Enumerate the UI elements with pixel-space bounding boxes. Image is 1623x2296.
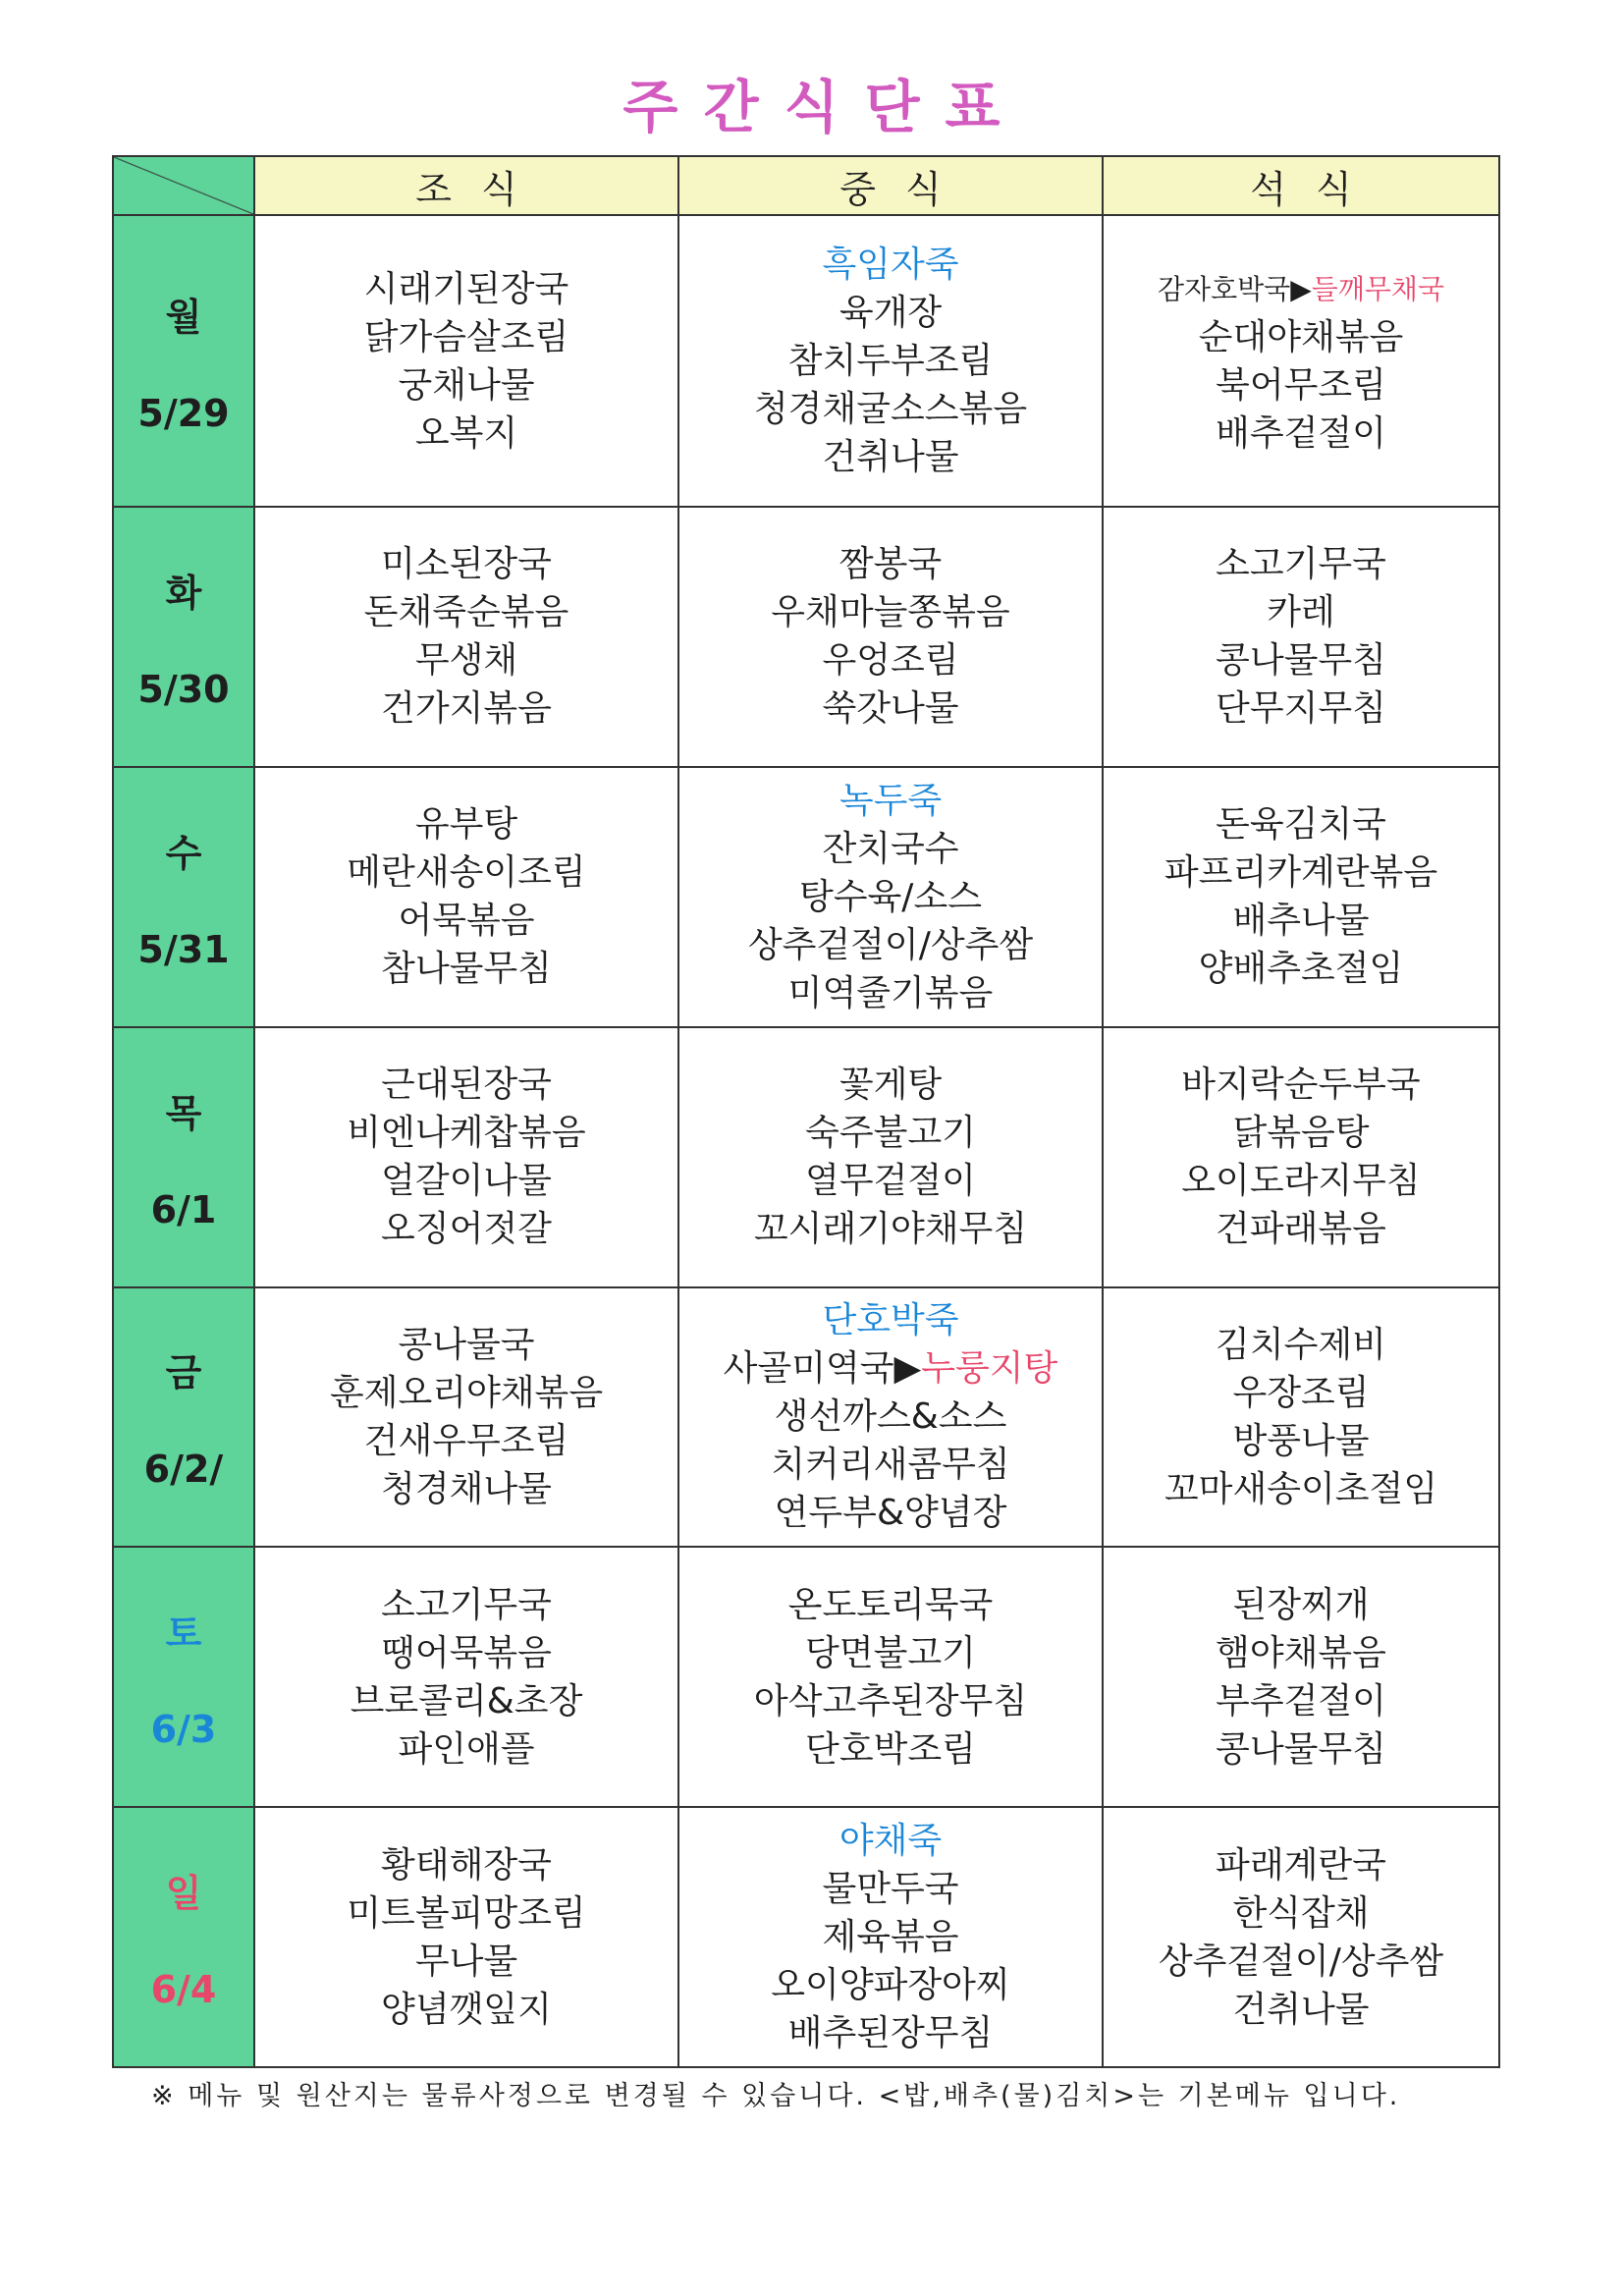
day-row-sun	[113, 1807, 1499, 2067]
dinner-cell	[1103, 215, 1499, 507]
menu-item: 시래기된장국	[363, 268, 569, 309]
day-name: 목	[165, 1091, 202, 1135]
day-date: 6/3	[150, 1708, 217, 1752]
menu-item: 치커리새콤무침	[771, 1445, 1010, 1486]
menu-item: 숙주불고기	[805, 1113, 976, 1154]
menu-item: 무나물	[414, 1941, 518, 1982]
menu-item: 우엉조림	[822, 640, 959, 682]
menu-item: 소고기무국	[381, 1584, 552, 1625]
menu-item: 참치두부조림	[787, 341, 994, 382]
day-row-mon	[113, 215, 1499, 507]
lunch-cell	[678, 1807, 1103, 2067]
replacement-item: 누룽지탕	[921, 1348, 1058, 1390]
menu-item: 된장찌개	[1232, 1584, 1370, 1625]
replacement-item: 들깨무채국	[1311, 272, 1445, 305]
menu-item: 양념깻잎지	[381, 1989, 552, 2030]
arrow-icon: ▶	[893, 1348, 922, 1390]
menu-item: 온도토리묵국	[787, 1584, 994, 1625]
porridge-item: 녹두죽	[839, 780, 943, 821]
menu-item: 오징어젓갈	[381, 1209, 552, 1250]
menu-item: 바지락순두부국	[1181, 1065, 1421, 1106]
menu-item: 부추겉절이	[1216, 1680, 1386, 1722]
menu-item: 파프리카계란볶음	[1163, 852, 1438, 894]
menu-item: 꼬시래기야채무침	[753, 1209, 1028, 1250]
day-cell	[113, 1027, 254, 1287]
day-cell	[113, 767, 254, 1027]
day-row-wed	[113, 767, 1499, 1027]
menu-item: 잔치국수	[822, 828, 959, 869]
day-date: 5/30	[137, 667, 230, 711]
menu-item: 건파래볶음	[1216, 1209, 1386, 1250]
corner-cell	[113, 156, 254, 215]
menu-item: 닭가슴살조림	[363, 316, 569, 357]
day-date: 6/2/	[143, 1448, 224, 1492]
day-cell	[113, 507, 254, 767]
menu-item: 연두부&양념장	[774, 1493, 1007, 1534]
original-item: 감자호박국	[1157, 272, 1291, 305]
menu-item: 단호박조림	[805, 1728, 976, 1770]
menu-item: 무생채	[414, 640, 518, 682]
menu-item: 닭볶음탕	[1232, 1113, 1370, 1154]
menu-item: 건취나물	[822, 437, 959, 478]
day-name: 수	[165, 831, 202, 875]
day-cell	[113, 1287, 254, 1548]
arrow-icon: ▶	[1290, 272, 1312, 305]
menu-item: 배추겉절이	[1216, 412, 1386, 454]
breakfast-cell	[254, 1287, 678, 1548]
dinner-cell	[1103, 1547, 1499, 1807]
menu-item: 미역줄기볶음	[787, 972, 994, 1013]
menu-item: 콩나물무침	[1216, 640, 1386, 682]
footer-note: ※ 메뉴 및 원산지는 물류사정으로 변경될 수 있습니다. <밥,배추(물)김치>는 기본메뉴 입니다.	[151, 2081, 1401, 2111]
lunch-header: 중식	[678, 156, 1103, 215]
menu-item: 청경채나물	[381, 1468, 552, 1509]
breakfast-cell	[254, 767, 678, 1027]
breakfast-cell	[254, 507, 678, 767]
menu-item: 카레	[1267, 592, 1335, 633]
menu-item: 소고기무국	[1216, 544, 1386, 585]
menu-item: 콩나물무침	[1216, 1728, 1386, 1770]
menu-item: 열무겉절이	[805, 1161, 976, 1202]
menu-item-substitution	[679, 1344, 1102, 1393]
menu-item: 콩나물국	[398, 1324, 535, 1365]
menu-item: 쑥갓나물	[822, 688, 959, 730]
dinner-header: 석식	[1103, 156, 1499, 215]
lunch-cell	[678, 767, 1103, 1027]
day-cell	[113, 1547, 254, 1807]
menu-item: 유부탕	[414, 804, 518, 846]
menu-item: 순대야채볶음	[1198, 316, 1404, 357]
menu-item: 메란새송이조림	[347, 852, 586, 894]
menu-item: 비엔나케찹볶음	[347, 1113, 586, 1154]
menu-item: 햄야채볶음	[1216, 1632, 1386, 1673]
porridge-item: 흑임자죽	[822, 245, 959, 286]
lunch-cell	[678, 507, 1103, 767]
menu-item: 아삭고추된장무침	[753, 1680, 1028, 1722]
porridge-item: 야채죽	[839, 1821, 943, 1862]
menu-item: 황태해장국	[381, 1844, 552, 1886]
weekly-menu-table	[112, 155, 1500, 2068]
menu-item: 오이양파장아찌	[771, 1965, 1010, 2006]
page-title: 주간식단표	[622, 74, 1026, 140]
breakfast-cell	[254, 1027, 678, 1287]
day-row-thu	[113, 1027, 1499, 1287]
menu-item: 돈육김치국	[1216, 804, 1386, 846]
menu-item: 육개장	[839, 293, 943, 334]
menu-item: 당면불고기	[805, 1632, 976, 1673]
menu-item: 꽃게탕	[839, 1065, 943, 1106]
breakfast-cell	[254, 1807, 678, 2067]
menu-item: 상추겉절이/상추쌈	[1158, 1941, 1444, 1982]
menu-item: 건새우무조림	[363, 1420, 569, 1461]
day-row-tue	[113, 507, 1499, 767]
menu-item: 오복지	[414, 412, 518, 454]
menu-item-substitution	[1104, 265, 1498, 313]
menu-item: 브로콜리&초장	[350, 1680, 583, 1722]
menu-item: 파인애플	[398, 1728, 535, 1770]
menu-item: 근대된장국	[381, 1065, 552, 1106]
menu-item: 어묵볶음	[398, 901, 535, 942]
lunch-cell	[678, 215, 1103, 507]
menu-item: 얼갈이나물	[381, 1161, 552, 1202]
menu-item: 짬봉국	[839, 544, 943, 585]
menu-item: 파래계란국	[1216, 1844, 1386, 1886]
day-cell	[113, 215, 254, 507]
menu-item: 땡어묵볶음	[381, 1632, 552, 1673]
breakfast-header: 조식	[254, 156, 678, 215]
menu-item: 건취나물	[1232, 1989, 1370, 2030]
menu-item: 단무지무침	[1216, 688, 1386, 730]
menu-item: 배추된장무침	[787, 2013, 994, 2054]
menu-item: 우채마늘쫑볶음	[771, 592, 1010, 633]
lunch-cell	[678, 1287, 1103, 1548]
dinner-cell	[1103, 1807, 1499, 2067]
breakfast-cell	[254, 1547, 678, 1807]
day-date: 6/1	[150, 1187, 217, 1231]
lunch-cell	[678, 1547, 1103, 1807]
day-name: 화	[165, 571, 202, 615]
breakfast-cell	[254, 215, 678, 507]
menu-item: 건가지볶음	[381, 688, 552, 730]
day-date: 5/31	[137, 927, 230, 971]
menu-item: 생선까스&소스	[774, 1396, 1007, 1438]
menu-item: 김치수제비	[1216, 1324, 1386, 1365]
day-name: 일	[165, 1872, 202, 1916]
menu-item: 참나물무침	[381, 949, 552, 990]
dinner-cell	[1103, 767, 1499, 1027]
menu-item: 미소된장국	[381, 544, 552, 585]
menu-item: 탕수육/소스	[798, 876, 982, 917]
day-cell	[113, 1807, 254, 2067]
dinner-cell	[1103, 1027, 1499, 1287]
menu-item: 배추나물	[1232, 901, 1370, 942]
day-name: 토	[165, 1612, 202, 1656]
menu-item: 돈채죽순볶음	[363, 592, 569, 633]
menu-item: 청경채굴소스볶음	[753, 389, 1028, 430]
day-row-sat	[113, 1547, 1499, 1807]
menu-item: 제육볶음	[822, 1917, 959, 1958]
menu-item: 방풍나물	[1232, 1420, 1370, 1461]
day-date: 6/4	[150, 1968, 217, 2012]
menu-item: 훈제오리야채볶음	[329, 1372, 604, 1413]
original-item: 사골미역국	[723, 1348, 894, 1390]
menu-item: 북어무조림	[1216, 364, 1386, 406]
day-name: 월	[165, 296, 202, 340]
menu-item: 궁채나물	[398, 364, 535, 406]
menu-item: 물만두국	[822, 1869, 959, 1910]
menu-item: 꼬마새송이초절임	[1163, 1468, 1438, 1509]
menu-item: 미트볼피망조림	[347, 1892, 586, 1934]
dinner-cell	[1103, 507, 1499, 767]
dinner-cell	[1103, 1287, 1499, 1548]
menu-item: 오이도라지무침	[1181, 1161, 1421, 1202]
menu-item: 우장조림	[1232, 1372, 1370, 1413]
porridge-item: 단호박죽	[822, 1300, 959, 1341]
lunch-cell	[678, 1027, 1103, 1287]
header-row	[113, 156, 1499, 215]
menu-item: 상추겉절이/상추쌈	[747, 924, 1034, 965]
day-date: 5/29	[137, 392, 230, 436]
menu-item: 양배추초절임	[1198, 949, 1404, 990]
day-name: 금	[165, 1351, 202, 1395]
menu-item: 한식잡채	[1232, 1892, 1370, 1934]
day-row-fri	[113, 1287, 1499, 1548]
